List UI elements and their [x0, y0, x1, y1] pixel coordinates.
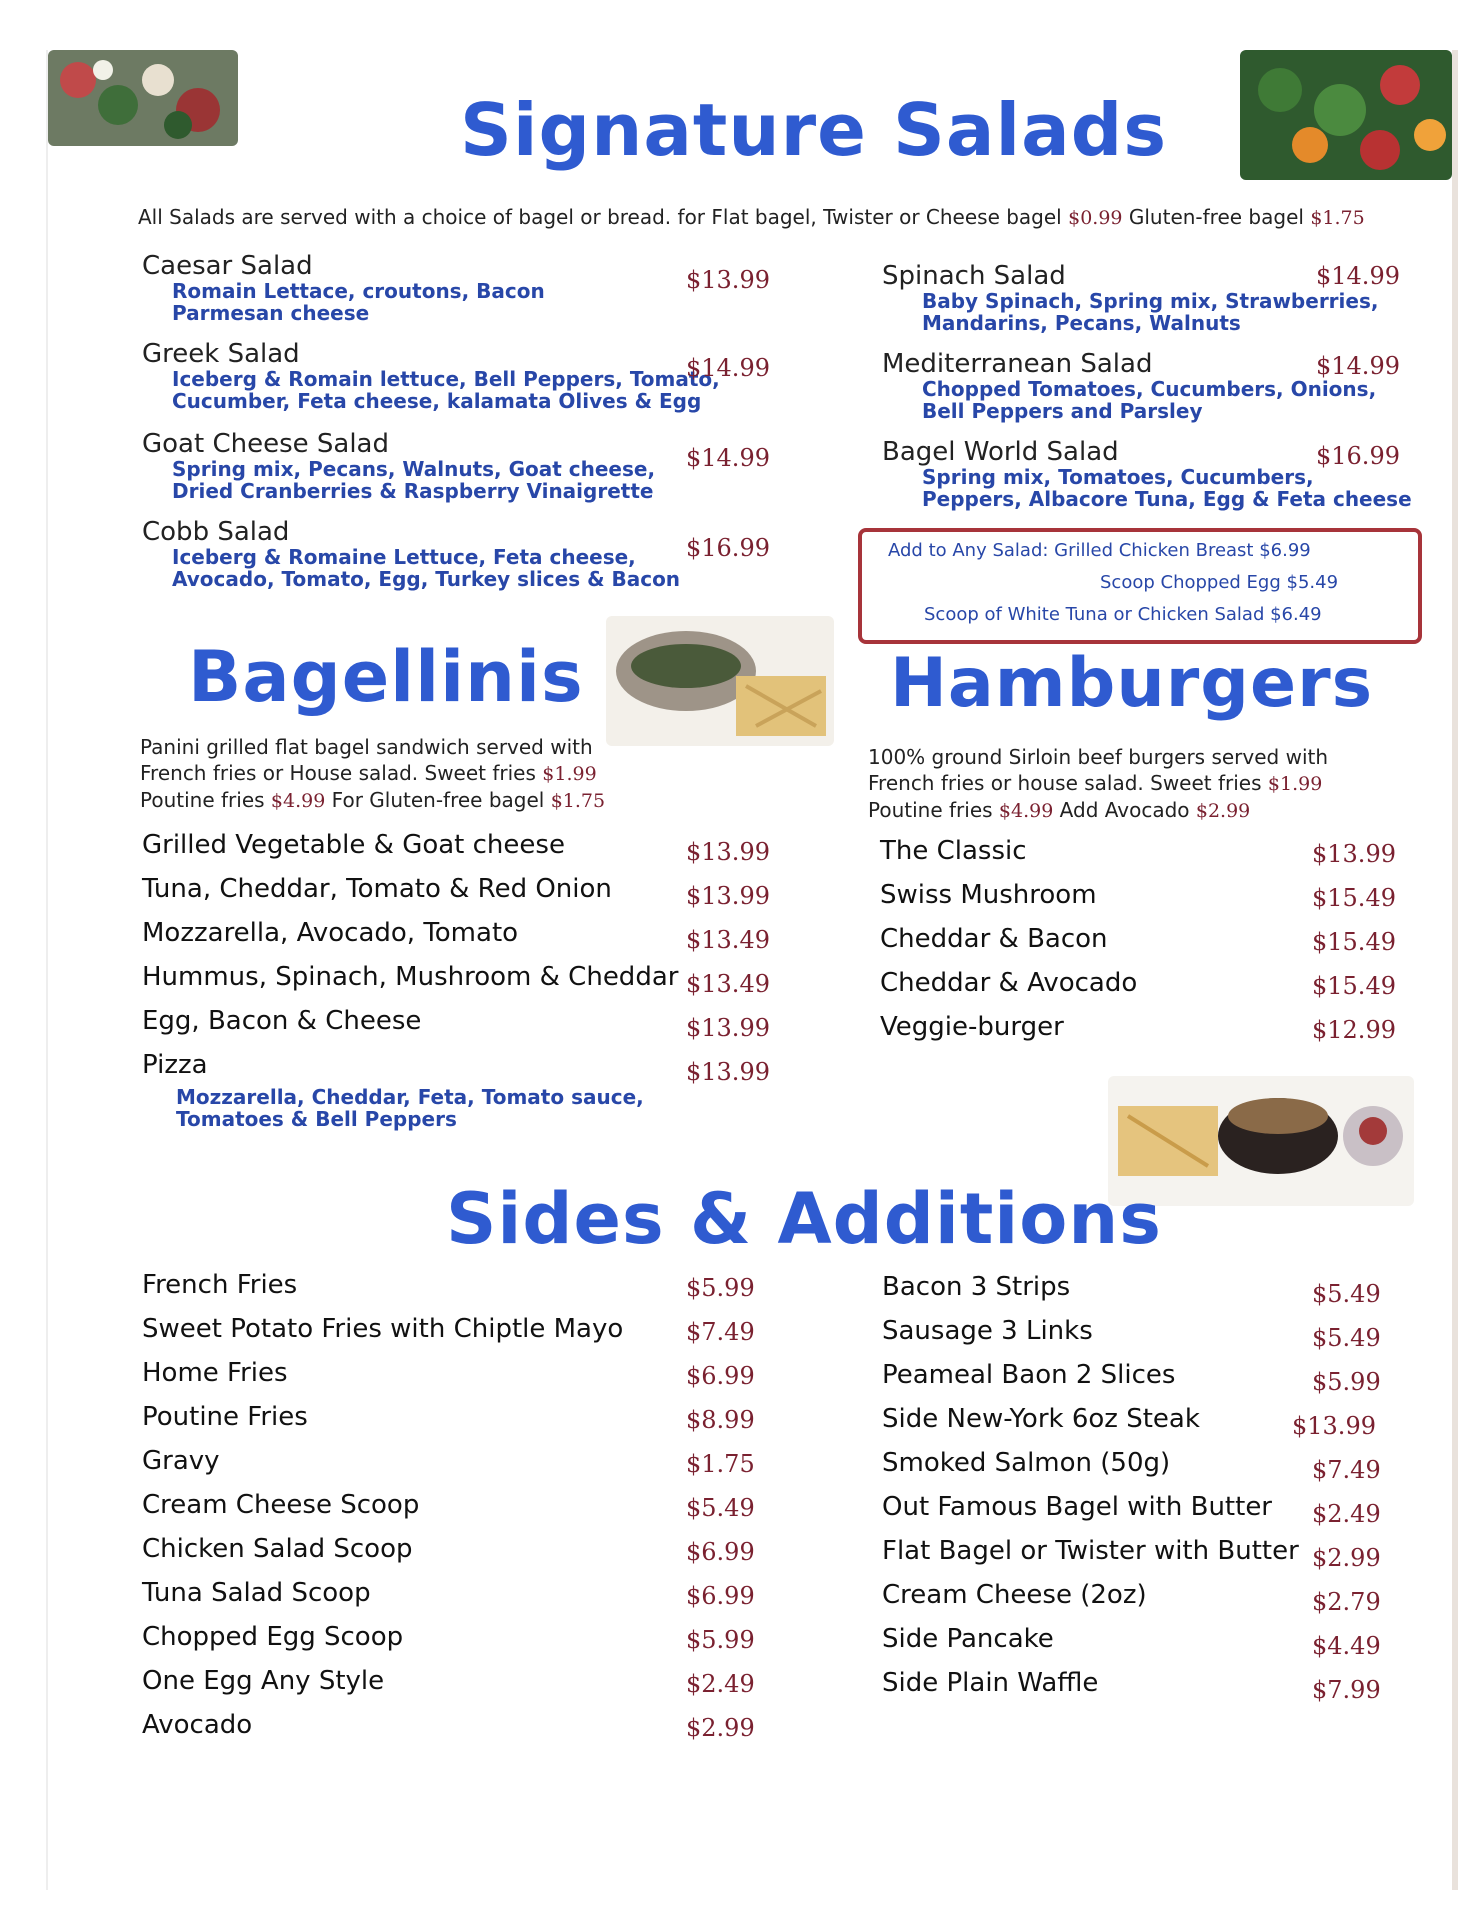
side-item: Peameal Baon 2 Slices [882, 1360, 1176, 1390]
salad-price: $14.99 [1316, 352, 1400, 380]
pizza-desc-line: Mozzarella, Cheddar, Feta, Tomato sauce, [176, 1085, 644, 1109]
side-price: $7.99 [1312, 1676, 1381, 1704]
side-price: $2.49 [1312, 1500, 1381, 1528]
side-item: Cream Cheese (2oz) [882, 1580, 1147, 1610]
bagellinis-note-text: French fries or House salad. Sweet fries [140, 761, 536, 785]
salad-name: Bagel World Salad [882, 437, 1119, 467]
side-item: Sausage 3 Links [882, 1316, 1093, 1346]
side-price: $6.99 [686, 1582, 755, 1610]
side-item: Chicken Salad Scoop [142, 1534, 413, 1564]
side-item: Avocado [142, 1710, 253, 1740]
salad-name: Caesar Salad [142, 251, 313, 281]
hamburgers-avocado-price: $2.99 [1195, 800, 1251, 822]
hamburgers-note-text: Poutine fries [868, 798, 993, 822]
salad-price: $14.99 [686, 444, 770, 472]
salad-desc: Dried Cranberries & Raspberry Vinaigrette [172, 479, 654, 503]
side-price: $5.99 [686, 1274, 755, 1302]
bagellini-price: $13.99 [686, 1058, 770, 1086]
side-price: $5.99 [686, 1626, 755, 1654]
salad-desc: Avocado, Tomato, Egg, Turkey slices & Bacon [172, 567, 681, 591]
pizza-desc-line: Tomatoes & Bell Peppers [176, 1107, 457, 1131]
side-item: Out Famous Bagel with Butter [882, 1492, 1272, 1522]
side-price: $5.49 [1312, 1280, 1381, 1308]
burger-price: $12.99 [1312, 1016, 1396, 1044]
hamburgers-poutine-price: $4.99 [998, 800, 1054, 822]
salad-price: $16.99 [1316, 442, 1400, 470]
side-price: $5.49 [686, 1494, 755, 1522]
hamburgers-avocado-text: Add Avocado [1059, 798, 1190, 822]
hamburgers-note-line [868, 797, 1328, 824]
burger-price: $15.49 [1312, 884, 1396, 912]
salad-desc: Baby Spinach, Spring mix, Strawberries, [922, 289, 1379, 313]
bagellinis-note-line [140, 787, 605, 814]
bagellini-price: $13.99 [686, 882, 770, 910]
side-price: $5.99 [1312, 1368, 1381, 1396]
side-item: Poutine Fries [142, 1402, 308, 1432]
side-price: $5.49 [1312, 1324, 1381, 1352]
side-price: $6.99 [686, 1538, 755, 1566]
bagellinis-poutine-price: $4.99 [270, 790, 326, 812]
bagellinis-note [140, 734, 605, 814]
salads-note-gf: Gluten-free bagel [1128, 205, 1304, 229]
bagellinis-note-text: Poutine fries [140, 788, 265, 812]
side-item: Bacon 3 Strips [882, 1272, 1071, 1302]
salad-desc: Spring mix, Pecans, Walnuts, Goat cheese, [172, 457, 656, 481]
bagellini-item: Tuna, Cheddar, Tomato & Red Onion [142, 874, 612, 904]
side-price: $4.49 [1312, 1632, 1381, 1660]
side-item: Sweet Potato Fries with Chiptle Mayo [142, 1314, 624, 1344]
salads-note [138, 204, 1365, 231]
bagellini-price: $13.49 [686, 926, 770, 954]
burger-item: Veggie-burger [880, 1012, 1064, 1042]
signature-salads-title: Signature Salads [460, 88, 1168, 172]
salad-desc: Spring mix, Tomatoes, Cucumbers, [922, 465, 1314, 489]
salad-item [142, 430, 655, 502]
bagellini-price: $13.99 [686, 838, 770, 866]
salad-desc: Iceberg & Romaine Lettuce, Feta cheese, [172, 545, 636, 569]
salad-desc: Cucumber, Feta cheese, kalamata Olives & Egg [172, 389, 702, 413]
hamburgers-note [868, 744, 1328, 824]
salad-name: Goat Cheese Salad [142, 429, 389, 459]
hamburgers-title: Hamburgers [890, 644, 1374, 723]
burger-item: Cheddar & Bacon [880, 924, 1108, 954]
hamburgers-note-text: French fries or house salad. Sweet fries [868, 771, 1262, 795]
bagellinis-sweet-price: $1.99 [542, 763, 597, 785]
salad-price: $14.99 [1316, 262, 1400, 290]
side-item: French Fries [142, 1270, 298, 1300]
side-price: $2.99 [1312, 1544, 1381, 1572]
side-item: Smoked Salmon (50g) [882, 1448, 1171, 1478]
burger-item: Swiss Mushroom [880, 880, 1097, 910]
side-price: $2.49 [686, 1670, 755, 1698]
bagellinis-title: Bagellinis [188, 636, 584, 718]
bagellinis-gf-price: $1.75 [550, 790, 606, 812]
salad-desc: Bell Peppers and Parsley [922, 399, 1203, 423]
salad-item [142, 518, 680, 590]
bagellini-price: $13.49 [686, 970, 770, 998]
side-item: One Egg Any Style [142, 1666, 385, 1696]
salad-photo-right [1240, 50, 1452, 180]
hamburgers-note-line [868, 770, 1328, 797]
burger-price: $15.49 [1312, 928, 1396, 956]
side-item: Cream Cheese Scoop [142, 1490, 420, 1520]
salad-item [882, 262, 1378, 334]
side-price: $7.49 [1312, 1456, 1381, 1484]
salad-desc: Mandarins, Pecans, Walnuts [922, 311, 1241, 335]
salads-note-text: All Salads are served with a choice of bagel or bread. for Flat bagel, Twister or Cheese bagel [138, 205, 1062, 229]
salad-name: Cobb Salad [142, 517, 290, 547]
salad-desc: Chopped Tomatoes, Cucumbers, Onions, [922, 377, 1377, 401]
bagellini-item: Pizza [142, 1050, 208, 1080]
salad-item [882, 350, 1376, 422]
bagellini-price: $13.99 [686, 1014, 770, 1042]
salad-desc: Peppers, Albacore Tuna, Egg & Feta cheese [922, 487, 1412, 511]
side-price: $2.79 [1312, 1588, 1381, 1616]
add-to-salad-line: Scoop of White Tuna or Chicken Salad $6.49 [924, 604, 1322, 625]
bagellini-item: Egg, Bacon & Cheese [142, 1006, 422, 1036]
salad-price: $16.99 [686, 534, 770, 562]
hamburgers-sweet-price: $1.99 [1267, 773, 1323, 795]
burger-price: $13.99 [1312, 840, 1396, 868]
side-price: $13.99 [1292, 1412, 1376, 1440]
side-item: Home Fries [142, 1358, 288, 1388]
side-price: $8.99 [686, 1406, 755, 1434]
salad-name: Greek Salad [142, 339, 300, 369]
side-item: Side Pancake [882, 1624, 1054, 1654]
bagellinis-gf-text: For Gluten-free bagel [331, 788, 545, 812]
salad-photo-left [48, 50, 238, 146]
side-price: $1.75 [686, 1450, 755, 1478]
side-item: Gravy [142, 1446, 220, 1476]
salads-note-price-gf: $1.75 [1310, 207, 1365, 229]
pizza-desc [146, 1086, 644, 1130]
salad-desc: Iceberg & Romain lettuce, Bell Peppers, Tomato, [172, 367, 720, 391]
salad-desc: Romain Lettace, croutons, Bacon [172, 279, 545, 303]
side-price: $6.99 [686, 1362, 755, 1390]
side-item: Chopped Egg Scoop [142, 1622, 404, 1652]
add-to-salad-line: Scoop Chopped Egg $5.49 [1100, 572, 1339, 593]
burger-price: $15.49 [1312, 972, 1396, 1000]
salad-item [142, 252, 545, 324]
salad-price: $14.99 [686, 354, 770, 382]
salad-name: Mediterranean Salad [882, 349, 1153, 379]
side-item: Flat Bagel or Twister with Butter [882, 1536, 1299, 1566]
side-item: Side New-York 6oz Steak [882, 1404, 1200, 1434]
salad-name: Spinach Salad [882, 261, 1066, 291]
salad-item [142, 340, 720, 412]
side-item: Tuna Salad Scoop [142, 1578, 371, 1608]
side-price: $7.49 [686, 1318, 755, 1346]
salad-desc: Parmesan cheese [172, 301, 370, 325]
side-item: Side Plain Waffle [882, 1668, 1099, 1698]
add-to-salad-line: Add to Any Salad: Grilled Chicken Breast $6.99 [888, 540, 1311, 561]
bagellini-item: Hummus, Spinach, Mushroom & Cheddar [142, 962, 679, 992]
bagellinis-note-line: Panini grilled flat bagel sandwich served with [140, 735, 593, 759]
bagellini-item: Grilled Vegetable & Goat cheese [142, 830, 565, 860]
burger-item: The Classic [880, 836, 1027, 866]
bagellini-photo [606, 616, 834, 746]
bagellinis-note-line [140, 760, 605, 787]
salads-note-price-flat: $0.99 [1068, 207, 1123, 229]
sides-title: Sides & Additions [446, 1178, 1162, 1260]
hamburgers-note-line: 100% ground Sirloin beef burgers served with [868, 745, 1329, 769]
burger-item: Cheddar & Avocado [880, 968, 1138, 998]
side-price: $2.99 [686, 1714, 755, 1742]
salad-price: $13.99 [686, 266, 770, 294]
bagellini-item: Mozzarella, Avocado, Tomato [142, 918, 519, 948]
